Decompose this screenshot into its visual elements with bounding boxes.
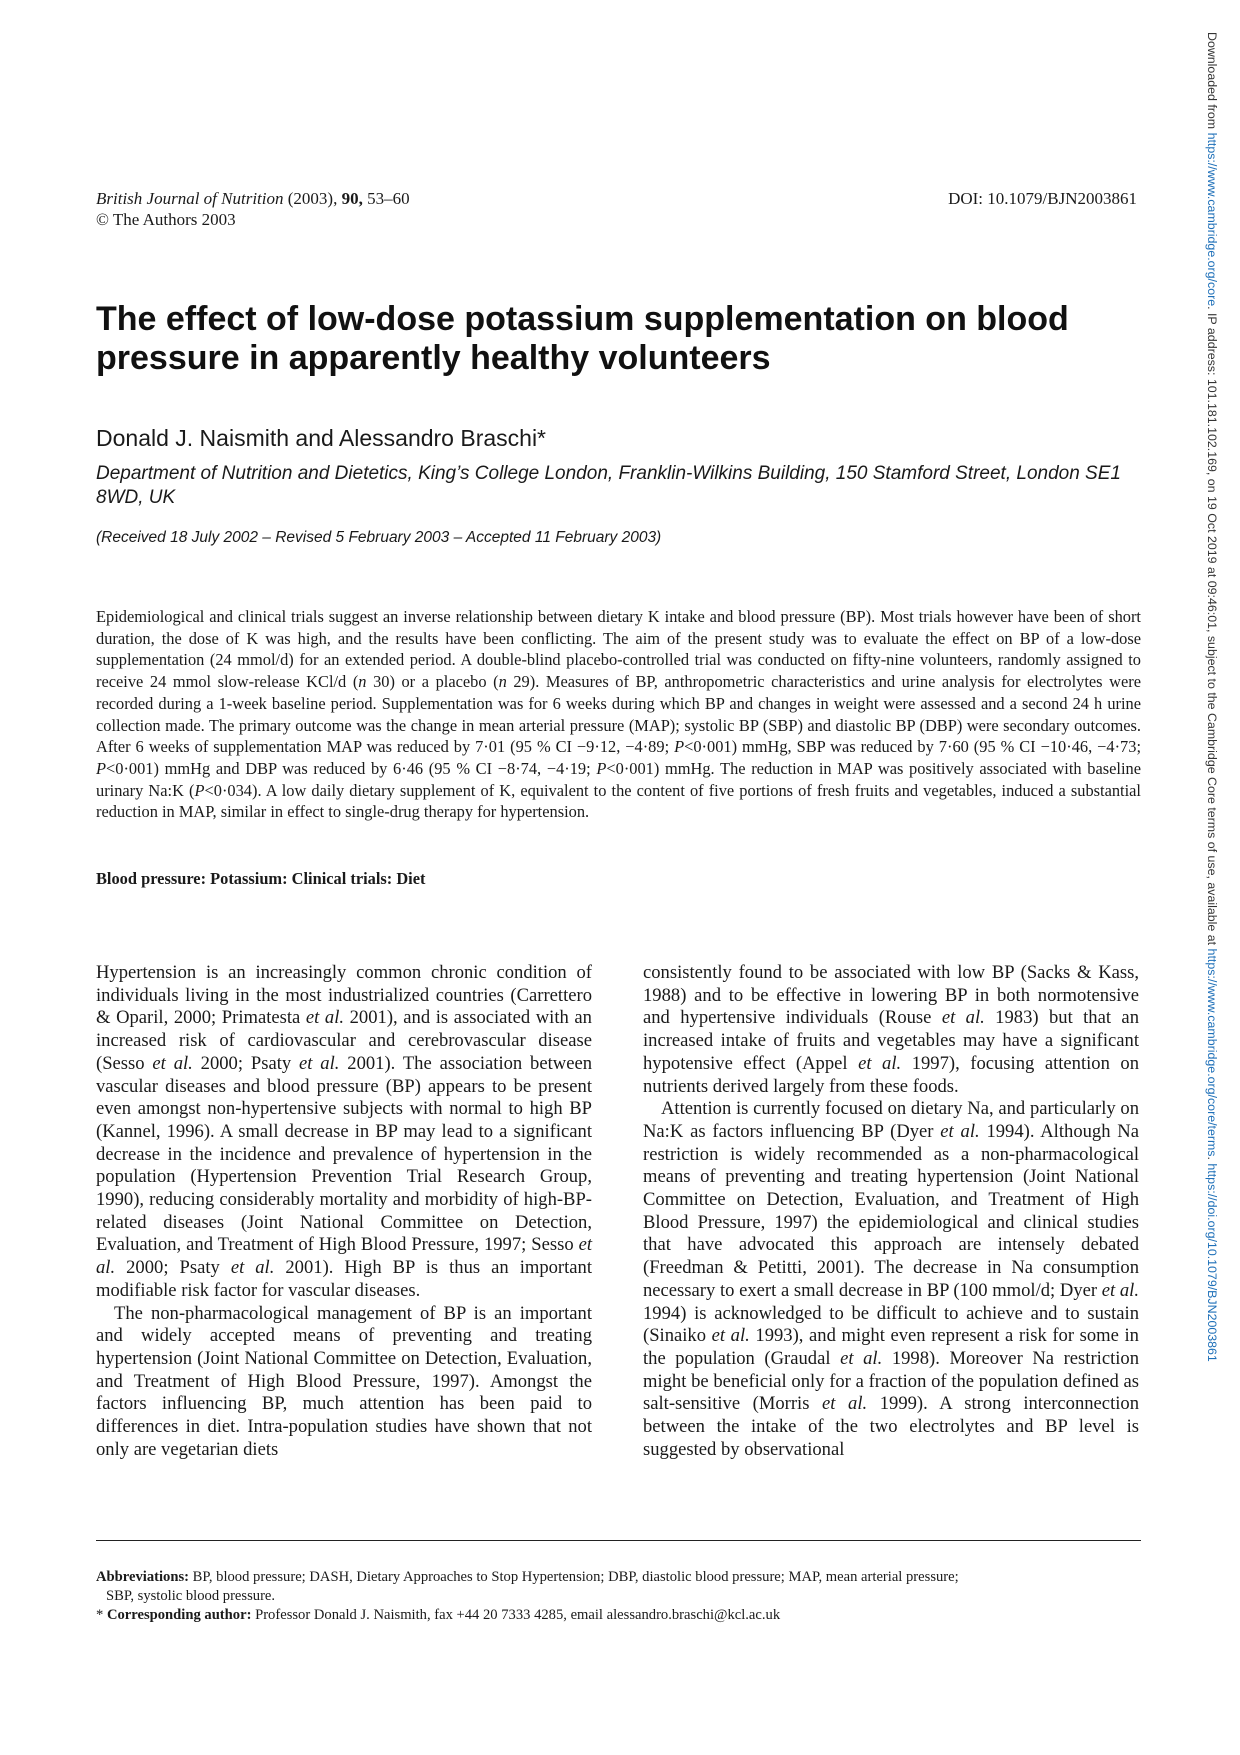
corresponding-label: Corresponding author: <box>106 1607 252 1623</box>
body-text: 1983) but that an increased intake of fruits and vegetables may have a significant hypotensive effect (Appel <box>643 1007 1139 1074</box>
body-text: 1993), and might even represent a risk for some in the population (Graudal <box>643 1325 1139 1369</box>
cambridge-core-link[interactable]: https://www.cambridge.org/core <box>1205 132 1219 307</box>
body-paragraph: The non-pharmacological management of BP is an important and widely accepted means of preventing and treating hypertension (Joint National Committee on Detection, Evaluation, and Treatment of High Blood Pressure, 1997). Amongst the factors influencing BP, much attention has been paid to differences in diet. Intra-population studies have shown that not only are vegetarian diets <box>96 1302 592 1460</box>
abstract-text: Epidemiological and clinical trials suggest an inverse relationship between dietary K intake and blood pressure (BP). Most trials however have been of short duration, the dose of K was high, and the results have been conflicting. The aim of the present study was to evaluate the effect on BP of a low-dose supplementation (24 mmol/d) for an extended period. A double-blind placebo-controlled trial was conducted on fifty-nine volunteers, randomly assigned to receive 24 mmol slow-release KCl/d ( <box>96 607 1141 692</box>
body-paragraph <box>643 962 1139 1098</box>
citation-etal: et al. <box>941 1007 985 1029</box>
citation-etal: et al. <box>822 1393 868 1415</box>
abstract-italic: P <box>194 780 205 800</box>
doi: DOI: 10.1079/BJN2003861 <box>948 189 1137 208</box>
body-text: consistently found to be associated with low BP (Sacks & Kass, 1988) and to be effective in lowering BP in both normotensive and hypertensive individuals (Rouse <box>643 962 1139 1029</box>
citation-etal: et al. <box>858 1052 902 1074</box>
terms-link[interactable]: https://www.cambridge.org/core/terms <box>1205 948 1219 1157</box>
citation-etal: et al. <box>230 1257 275 1279</box>
download-notice <box>1204 32 1220 1362</box>
body-text: 2001). High BP is thus an important modifiable risk factor for vascular diseases. <box>96 1257 592 1301</box>
body-text: 2000; Psaty <box>192 1052 300 1074</box>
corresponding-author-footnote <box>96 1606 1141 1625</box>
abstract-italic: P <box>596 758 607 778</box>
doi-link[interactable]: https://doi.org/10.1079/BJN2003861 <box>1205 1163 1219 1362</box>
article-title: The effect of low-dose potassium supplementation on blood pressure in apparently healthy volunteers <box>96 300 1069 377</box>
citation-etal: et al. <box>840 1347 883 1369</box>
abstract-text: <0·001) mmHg and DBP was reduced by 6·46 (95 % CI −8·74, −4·19; <box>106 758 597 778</box>
body-column-left <box>96 962 592 1461</box>
citation-etal: et al. <box>940 1120 980 1142</box>
body-paragraph <box>643 1098 1139 1461</box>
received-dates: (Received 18 July 2002 – Revised 5 February 2003 – Accepted 11 February 2003) <box>96 529 662 546</box>
body-column-right <box>643 962 1139 1461</box>
abstract-text: 29). Measures of BP, anthropometric characteristics and urine analysis for electrolytes were recorded during a 1-week baseline period. Supplementation was for 6 weeks during which BP and changes in weight were assessed and a second 24 h urine collection made. The primary outcome was the change in mean arterial pressure (MAP); systolic BP (SBP) and diastolic BP (DBP) were secondary outcomes. After 6 weeks of supplementation MAP was reduced by 7·01 (95 % CI −9·12, −4·89; <box>96 672 1141 757</box>
citation-etal: et al. <box>1101 1279 1139 1301</box>
sidebar-text: Downloaded from <box>1205 32 1219 133</box>
body-text: 1994). Although Na restriction is widely recommended as a non-pharmacological means of preventing and treating hypertension (Joint National Committee on Detection, Evaluation, and Treatment of High Blood Pressure, 1997) the epidemiological and clinical studies that have advocated this approach are intensely debated (Freedman & Petitti, 2001). The decrease in Na consumption necessary to exert a small decrease in BP (100 mmol/d; Dyer <box>643 1120 1139 1301</box>
citation-etal: et al. <box>96 1234 592 1279</box>
abstract-italic: P <box>674 737 685 757</box>
abbreviations-label: Abbreviations: <box>96 1569 189 1585</box>
abstract-text: 30) or a placebo ( <box>366 672 499 692</box>
journal-volume: 90, <box>341 189 363 208</box>
corresponding-text: Professor Donald J. Naismith, fax +44 20 7333 4285, email alessandro.braschi@kcl.ac.uk <box>251 1607 781 1623</box>
journal-year: (2003), <box>287 189 338 208</box>
corresponding-star: * <box>96 1607 107 1623</box>
journal-citation <box>96 188 410 230</box>
authors: Donald J. Naismith and Alessandro Braschi* <box>96 425 547 451</box>
body-text: 2000; Psaty <box>115 1257 231 1279</box>
abstract-text: <0·001) mmHg. The reduction in MAP was positively associated with baseline urinary Na:K ( <box>96 758 1141 800</box>
copyright: © The Authors 2003 <box>96 210 236 229</box>
journal-name: British Journal of Nutrition <box>96 189 284 208</box>
body-text: 1997), focusing attention on nutrients derived largely from these foods. <box>643 1052 1140 1097</box>
keywords: Blood pressure: Potassium: Clinical trials: Diet <box>96 869 426 888</box>
citation-etal: et al. <box>299 1052 340 1074</box>
body-paragraph <box>96 962 592 1303</box>
body-text: Hypertension is an increasingly common chronic condition of individuals living in the most industrialized countries (Carrettero & Oparil, 2000; Primatesta <box>96 962 592 1029</box>
abbreviations-continued: SBP, systolic blood pressure. <box>106 1588 276 1604</box>
sidebar-text: . <box>1205 1156 1219 1164</box>
abstract-italic: n <box>358 672 367 692</box>
footnotes <box>96 1568 1141 1625</box>
abbreviations-text: BP, blood pressure; DASH, Dietary Approaches to Stop Hypertension; DBP, diastolic blood pressure; MAP, mean arterial pressure; <box>188 1569 959 1585</box>
body-text: 1999). A strong interconnection between the intake of the two electrolytes and BP level is suggested by observational <box>643 1393 1139 1460</box>
sidebar-text: . IP address: 101.181.102.169, on 19 Oct 2019 at 09:46:01, subject to the Cambridge Core terms of use, available at <box>1205 306 1219 949</box>
body-text: 1994) is acknowledged to be difficult to achieve and to sustain (Sinaiko <box>643 1302 1139 1347</box>
affiliation: Department of Nutrition and Dietetics, King’s College London, Franklin-Wilkins Building, 150 Stamford Street, London SE1 8WD, UK <box>96 463 1121 508</box>
citation-etal: et al. <box>711 1325 750 1347</box>
abstract <box>96 606 1141 823</box>
body-text: Attention is currently focused on dietary Na, and particularly on Na:K as factors influencing BP (Dyer <box>643 1098 1139 1142</box>
abstract-italic: n <box>498 672 507 692</box>
download-sidebar <box>1204 32 1222 1752</box>
body-text: 1998). Moreover Na restriction might be beneficial only for a fraction of the population defined as salt-sensitive (Morris <box>643 1347 1139 1415</box>
abbreviations-footnote <box>96 1568 1141 1587</box>
abstract-italic: P <box>96 758 107 778</box>
citation-etal: et al. <box>152 1052 193 1074</box>
abstract-text: <0·034). A low daily dietary supplement of K, equivalent to the content of five portions of fresh fruits and vegetables, induced a substantial reduction in MAP, similar in effect to single-drug therapy for hypertension. <box>96 780 1141 822</box>
body-text: 2001), and is associated with an increased risk of cardiovascular and cerebrovascular disease (Sesso <box>96 1007 592 1074</box>
journal-pages: 53–60 <box>367 189 410 208</box>
footnote-divider <box>96 1540 1141 1541</box>
citation-etal: et al. <box>305 1007 345 1029</box>
body-text: 2001). The association between vascular diseases and blood pressure (BP) appears to be present even amongst non-hypertensive subjects with normal to high BP (Kannel, 1996). A small decrease in BP may lead to a significant decrease in the incidence and prevalence of hypertension in the population (Hypertension Prevention Trial Research Group, 1990), reducing considerably mortality and morbidity of high-BP-related diseases (Joint National Committee on Detection, Evaluation, and Treatment of High Blood Pressure, 1997; Sesso <box>96 1052 593 1256</box>
abstract-text: <0·001) mmHg, SBP was reduced by 7·60 (95 % CI −10·46, −4·73; <box>684 737 1141 757</box>
